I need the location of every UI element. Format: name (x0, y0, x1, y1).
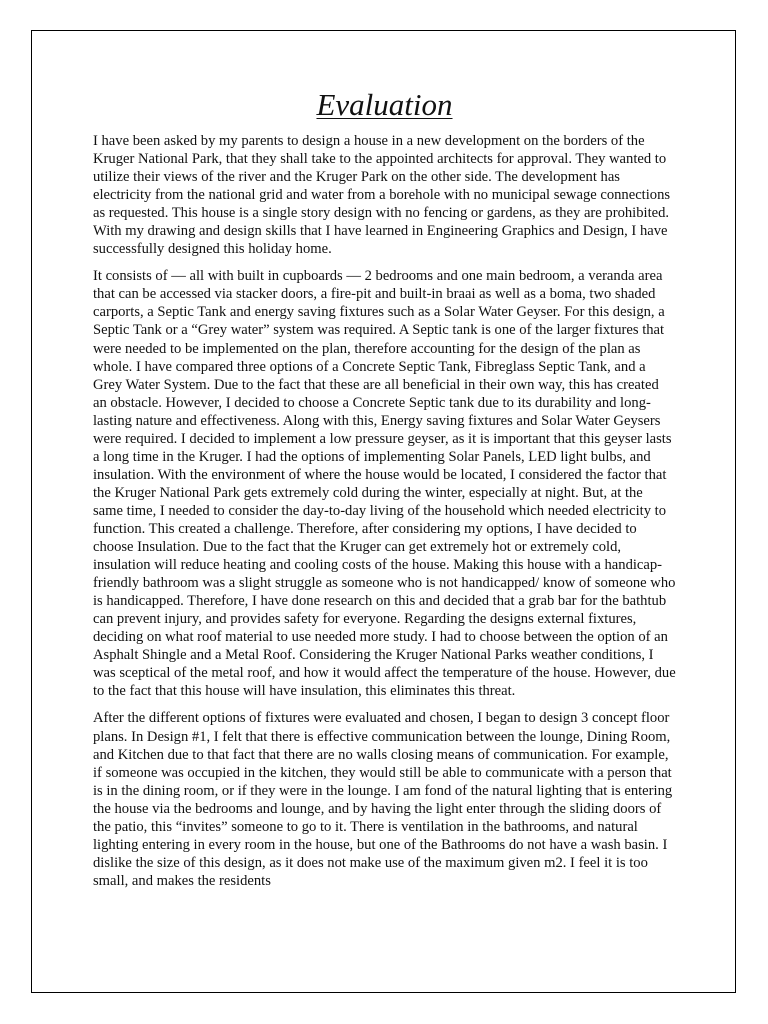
paragraph-fixtures: It consists of — all with built in cupboards — 2 bedrooms and one main bedroom, a veranda area that can be accessed via stacker doors, a fire-pit and built-in braai as well as a boma, two shaded carports, a Septic Tank and energy saving fixtures such as a Solar Water Geyser. For this design, a Septic Tank or a “Grey water” system was required. A Septic tank is one of the larger fixtures that were needed to be implemented on the plan, therefore accounting for the design of the plan as whole. I have compared three options of a Concrete Septic Tank, Fibreglass Septic Tank, and a Grey Water System. Due to the fact that these are all beneficial in their own way, this has created an obstacle. However, I decided to choose a Concrete Septic tank due to its durability and long-lasting nature and effectiveness. Along with this, Energy saving fixtures and Solar Water Geysers were required. I decided to implement a low pressure geyser, as it is important that this geyser lasts a long time in the Kruger. I had the options of implementing Solar Panels, LED light bulbs, and insulation. With the environment of where the house would be located, I considered the factor that the Kruger National Park gets extremely cold during the winter, especially at night. But, at the same time, I needed to consider the day-to-day living of the household which needed electricity to function. This created a challenge. Therefore, after considering my options, I have decided to choose Insulation. Due to the fact that the Kruger can get extremely hot or extremely cold, insulation will reduce heating and cooling costs of the house. Making this house with a handicap-friendly bathroom was a slight struggle as someone who is not handicapped/ know of someone who is handicapped. Therefore, I have done research on this and decided that a grab bar for the bathtub can prevent injury, and provides safety for everyone. Regarding the designs external fixtures, deciding on what roof material to use needed more study. I had to choose between the option of an Asphalt Shingle and a Metal Roof. Considering the Kruger National Parks weather conditions, I was sceptical of the metal roof, and how it would affect the temperature of the house. However, due to the fact that this house will have insulation, this eliminates this threat. (93, 268, 676, 700)
document-title: Evaluation (316, 87, 453, 122)
paragraph-intro: I have been asked by my parents to design a house in a new development on the borders of the Kruger National Park, that they shall take to the appointed architects for approval. They wanted to utilize their views of the river and the Kruger Park on the other side. The development has electricity from the national grid and water from a borehole with no municipal sewage connections as requested. This house is a single story design with no fencing or gardens, as they are prohibited. With my drawing and design skills that I have learned in Engineering Graphics and Design, I have successfully designed this holiday home. (93, 133, 671, 258)
paragraph-concept-designs: After the different options of fixtures were evaluated and chosen, I began to design 3 concept floor plans. In Design #1, I felt that there is effective communication between the lounge, Dining Room, and Kitchen due to that fact that there are no walls closing means of communication. For example, if someone was occupied in the kitchen, they would still be able to communicate with a person that is in the dining room, or if they were in the lounge. I am fond of the natural lighting that is entering the house via the bedrooms and lounge, and by having the light enter through the sliding doors of the patio, this “invites” someone to go to it. There is ventilation in the bathrooms, and natural lighting entering in every room in the house, but one of the Bathrooms do not have a wash basin. I dislike the size of this design, as it does not make use of the maximum given m2. I feel it is too small, and makes the residents (93, 710, 673, 889)
document-body (93, 84, 676, 936)
